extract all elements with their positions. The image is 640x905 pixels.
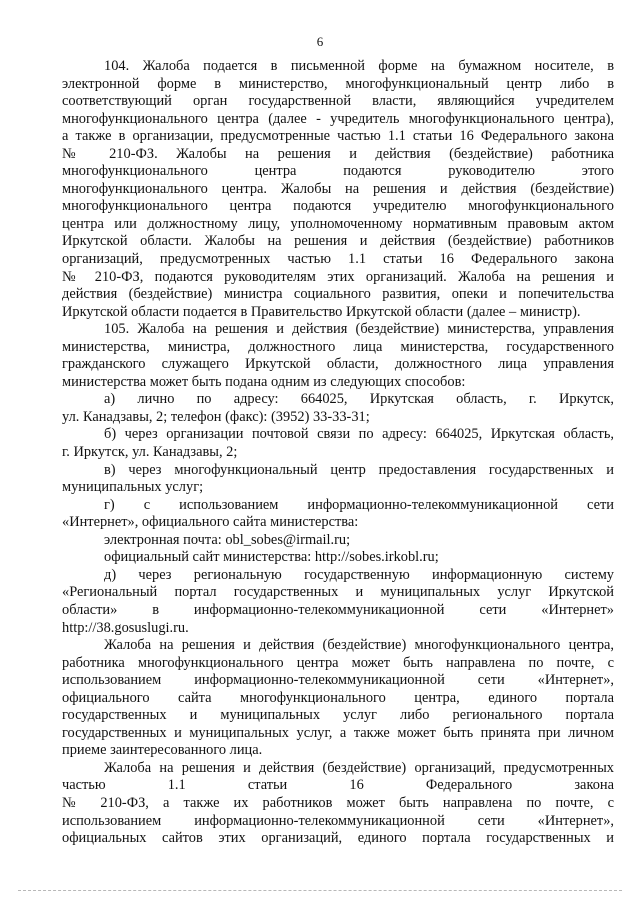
text-line: многофункционального центра подаются учредителю многофункционального <box>62 198 614 215</box>
text-line: приеме заинтересованного лица. <box>62 742 263 759</box>
text-line: государственных и муниципальных услуг, а также может быть принята при личном <box>62 724 614 741</box>
text-line: б) через организации почтовой связи по адресу: 664025, Иркутская область, <box>104 426 614 443</box>
text-line: электронной форме в министерство, многофункциональный центр либо в <box>62 75 614 92</box>
page-number: 6 <box>316 34 324 49</box>
text-line: официальных сайтов этих организаций, единого портала государственных и <box>62 830 614 847</box>
scan-edge-line <box>18 890 622 891</box>
text-line: № 210-ФЗ, подаются руководителям этих организаций. Жалоба на решения и <box>62 268 614 285</box>
text-line: гражданского служащего Иркутской области, должностного лица управления <box>62 356 614 373</box>
text-line: организаций, предусмотренных частью 1.1 статьи 16 Федерального закона <box>62 251 614 268</box>
text-line: http://38.gosuslugi.ru. <box>62 619 189 636</box>
text-line: № 210-ФЗ. Жалобы на решения и действия (бездействие) работника <box>62 145 614 162</box>
text-line: Жалоба на решения и действия (бездействие) организаций, предусмотренных <box>104 759 614 776</box>
text-line: соответствующий орган государственной власти, являющийся учредителем <box>62 93 614 110</box>
text-line: 105. Жалоба на решения и действия (бездействие) министерства, управления <box>104 321 614 338</box>
text-line: Жалоба на решения и действия (бездействие) многофункционального центра, <box>104 637 614 654</box>
text-line: использованием информационно-телекоммуникационной сети «Интернет», <box>62 672 614 689</box>
text-line: «Региональный портал государственных и муниципальных услуг Иркутской <box>62 584 614 601</box>
text-line: области» в информационно-телекоммуникационной сети «Интернет» <box>62 601 614 618</box>
text-line: 104. Жалоба подается в письменной форме на бумажном носителе, в <box>104 58 614 74</box>
text-line: муниципальных услуг; <box>62 479 204 496</box>
text-line: г) с использованием информационно-телекоммуникационной сети <box>104 496 614 513</box>
text-line: министерства может быть подана одним из следующих способов: <box>62 373 466 390</box>
document-body <box>62 58 614 848</box>
text-line: ул. Канадзавы, 2; телефон (факс): (3952) 33-33-31; <box>62 408 370 425</box>
text-line: № 210-ФЗ, а также их работников может быть направлена по почте, с <box>62 794 614 811</box>
text-line: центра или должностному лицу, уполномоченному нормативным правовым актом <box>62 215 614 232</box>
text-line: многофункционального центра подаются руководителю этого <box>62 163 614 180</box>
text-line: а) лично по адресу: 664025, Иркутская область, г. Иркутск, <box>104 391 614 408</box>
text-line: действия (бездействие) министра социального развития, опеки и попечительства <box>62 286 614 303</box>
text-line: использованием информационно-телекоммуникационной сети «Интернет», <box>62 812 614 829</box>
text-line: официального сайта многофункционального центра, единого портала <box>62 689 614 706</box>
text-line: «Интернет», официального сайта министерства: <box>62 514 359 531</box>
text-line: а также в организации, предусмотренные частью 1.1 статьи 16 Федерального закона <box>62 128 614 145</box>
text-line: частью 1.1 статьи 16 Федерального закона <box>62 777 614 794</box>
text-line: электронная почта: obl_sobes@irmail.ru; <box>104 531 351 548</box>
text-line: министерства, министра, должностного лица министерства, государственного <box>62 338 614 355</box>
text-line: д) через региональную государственную информационную систему <box>104 566 614 583</box>
text-line: работника многофункционального центра может быть направлена по почте, с <box>62 654 614 671</box>
text-line: официальный сайт министерства: http://sobes.irkobl.ru; <box>104 549 439 566</box>
text-line: государственных и муниципальных услуг либо регионального портала <box>62 707 614 724</box>
text-line: Иркутской области. Жалобы на решения и действия (бездействие) работников <box>62 233 614 250</box>
text-line: многофункционального центра (далее - учредитель многофункционального центра), <box>62 110 614 127</box>
text-line: г. Иркутск, ул. Канадзавы, 2; <box>62 444 238 461</box>
text-line: в) через многофункциональный центр предоставления государственных и <box>104 461 614 478</box>
text-line: многофункционального центра. Жалобы на решения и действия (бездействие) <box>62 180 614 197</box>
text-line: Иркутской области подается в Правительство Иркутской области (далее – министр). <box>62 303 581 320</box>
